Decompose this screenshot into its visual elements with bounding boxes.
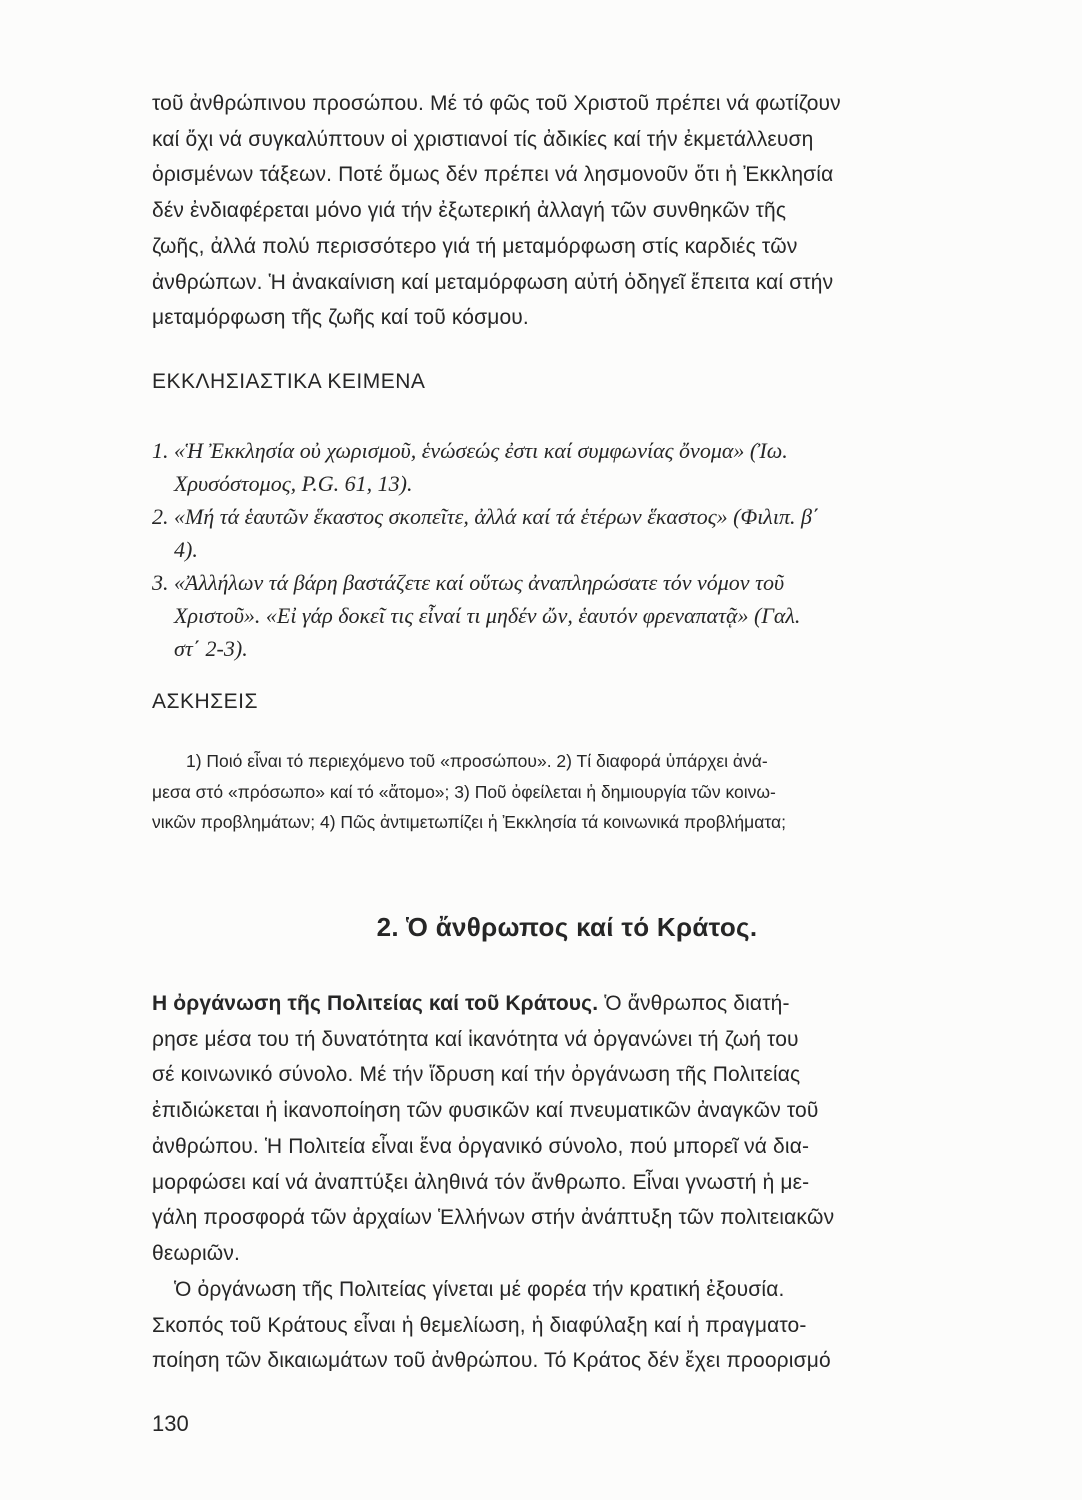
text-line: μεσα στό «πρόσωπο» καί τό «ἄτομο»; 3) Ποῦ ὀφείλεται ἡ δημιουργία τῶν κοινω- — [152, 781, 776, 802]
text-line: καί ὄχι νά συγκαλύπτουν οἱ χριστιανοί τίς ἀδικίες καί τήν ἐκμετάλλευση — [152, 127, 814, 151]
text-line: δέν ἐνδιαφέρεται μόνο γιά τήν ἐξωτερική ἀλλαγή τῶν συνθηκῶν τῆς — [152, 199, 787, 223]
quote-line: Χριστοῦ». «Εἰ γάρ δοκεῖ τις εἶναί τι μηδέν ὤν, ἑαυτόν φρεναπατᾷ» (Γαλ. — [174, 603, 801, 628]
text-line: ἀνθρώπων. Ἡ ἀνακαίνιση καί μεταμόρφωση αὐτή ὁδηγεῖ ἔπειτα καί στήν — [152, 270, 834, 294]
item-number: 2. — [152, 504, 169, 529]
text-line: μορφώσει καί νά ἀναπτύξει ἀληθινά τόν ἄνθρωπο. Εἶναι γνωστή ἡ με- — [152, 1170, 810, 1194]
section-paragraph — [152, 986, 994, 1272]
text-line — [152, 986, 994, 1022]
final-paragraph — [152, 1272, 994, 1379]
text-line: ζωῆς, ἀλλά πολύ περισσότερο γιά τή μεταμόρφωση στίς καρδιές τῶν — [152, 234, 798, 258]
text-line: ρησε μέσα του τή δυνατότητα καί ἱκανότητα νά ὀργανώνει τή ζωή του — [152, 1027, 799, 1051]
church-texts-heading: ΕΚΚΛΗΣΙΑΣΤΙΚΑ ΚΕΙΜΕΝΑ — [152, 370, 426, 393]
text-line: 1) Ποιό εἶναι τό περιεχόμενο τοῦ «προσώπου». 2) Τί διαφορά ὑπάρχει ἀνά- — [186, 751, 768, 771]
text-line: νικῶν προβλημάτων; 4) Πῶς ἀντιμετωπίζει ἡ Ἐκκλησία τά κοινωνικά προβλήματα; — [152, 812, 787, 832]
item-number: 3. — [152, 570, 169, 595]
text-line: ὁρισμένων τάξεων. Ποτέ ὅμως δέν πρέπει νά λησμονοῦν ὅτι ἡ Ἐκκλησία — [152, 163, 834, 187]
chapter-title — [0, 912, 1082, 943]
quote-line: στ΄ 2-3). — [174, 636, 248, 661]
text-line: Ὁ ὀργάνωση τῆς Πολιτείας γίνεται μέ φορέα τήν κρατική ἐξουσία. — [174, 1278, 785, 1301]
text-line: γάλη προσφορά τῶν ἀρχαίων Ἑλλήνων στήν ἀνάπτυξη τῶν πολιτειακῶν — [152, 1206, 835, 1230]
quote-line: «Ἡ Ἐκκλησία οὐ χωρισμοῦ, ἑνώσεώς ἐστι καί συμφωνίας ὄνομα» (Ἰω. — [174, 438, 788, 463]
text-line: Σκοπός τοῦ Κράτους εἶναι ἡ θεμελίωση, ἡ διαφύλαξη καί ἡ πραγματο- — [152, 1313, 807, 1337]
item-number: 1. — [152, 438, 169, 463]
page-number: 130 — [152, 1411, 189, 1436]
text-line: ποίηση τῶν δικαιωμάτων τοῦ ἀνθρώπου. Τό Κράτος δέν ἔχει προορισμό — [152, 1349, 831, 1373]
quote-line: «Ἀλλήλων τά βάρη βαστάζετε καί οὕτως ἀναπληρώσατε τόν νόμον τοῦ — [174, 570, 785, 595]
text-line: ἀνθρώπου. Ἡ Πολιτεία εἶναι ἕνα ὀργανικό σύνολο, πού μπορεῖ νά δια- — [152, 1134, 810, 1158]
text-line: σέ κοινωνικό σύνολο. Μέ τήν ἵδρυση καί τήν ὀργάνωση τῆς Πολιτείας — [152, 1063, 801, 1087]
text-line: τοῦ ἀνθρώπινου προσώπου. Μέ τό φῶς τοῦ Χριστοῦ πρέπει νά φωτίζουν — [152, 92, 841, 115]
church-texts-list — [152, 434, 994, 665]
list-item — [152, 500, 994, 566]
text-line: ἐπιδιώκεται ἡ ἱκανοποίηση τῶν φυσικῶν καί πνευματικῶν ἀναγκῶν τοῦ — [152, 1099, 819, 1123]
quote-line: «Μή τά ἑαυτῶν ἕκαστος σκοπεῖτε, ἀλλά καί τά ἑτέρων ἕκαστος» (Φιλιπ. β΄ — [174, 504, 820, 529]
text-line: θεωριῶν. — [152, 1241, 240, 1265]
list-item — [152, 434, 994, 500]
section-lead-heading: Η ὀργάνωση τῆς Πολιτείας καί τοῦ Κράτους. — [152, 992, 599, 1015]
text-line: μεταμόρφωση τῆς ζωῆς καί τοῦ κόσμου. — [152, 306, 529, 330]
text-run: Ὁ ἄνθρωπος διατή- — [598, 992, 790, 1015]
quote-line: Χρυσόστομος, P.G. 61, 13). — [174, 471, 413, 496]
list-item — [152, 566, 994, 665]
exercises-heading: ΑΣΚΗΣΕΙΣ — [152, 690, 258, 713]
quote-line: 4). — [174, 537, 198, 562]
intro-paragraph — [152, 86, 994, 336]
exercises-text — [152, 746, 992, 838]
chapter-title-text: 2. Ὁ ἄνθρωπος καί τό Κράτος. — [376, 912, 758, 942]
